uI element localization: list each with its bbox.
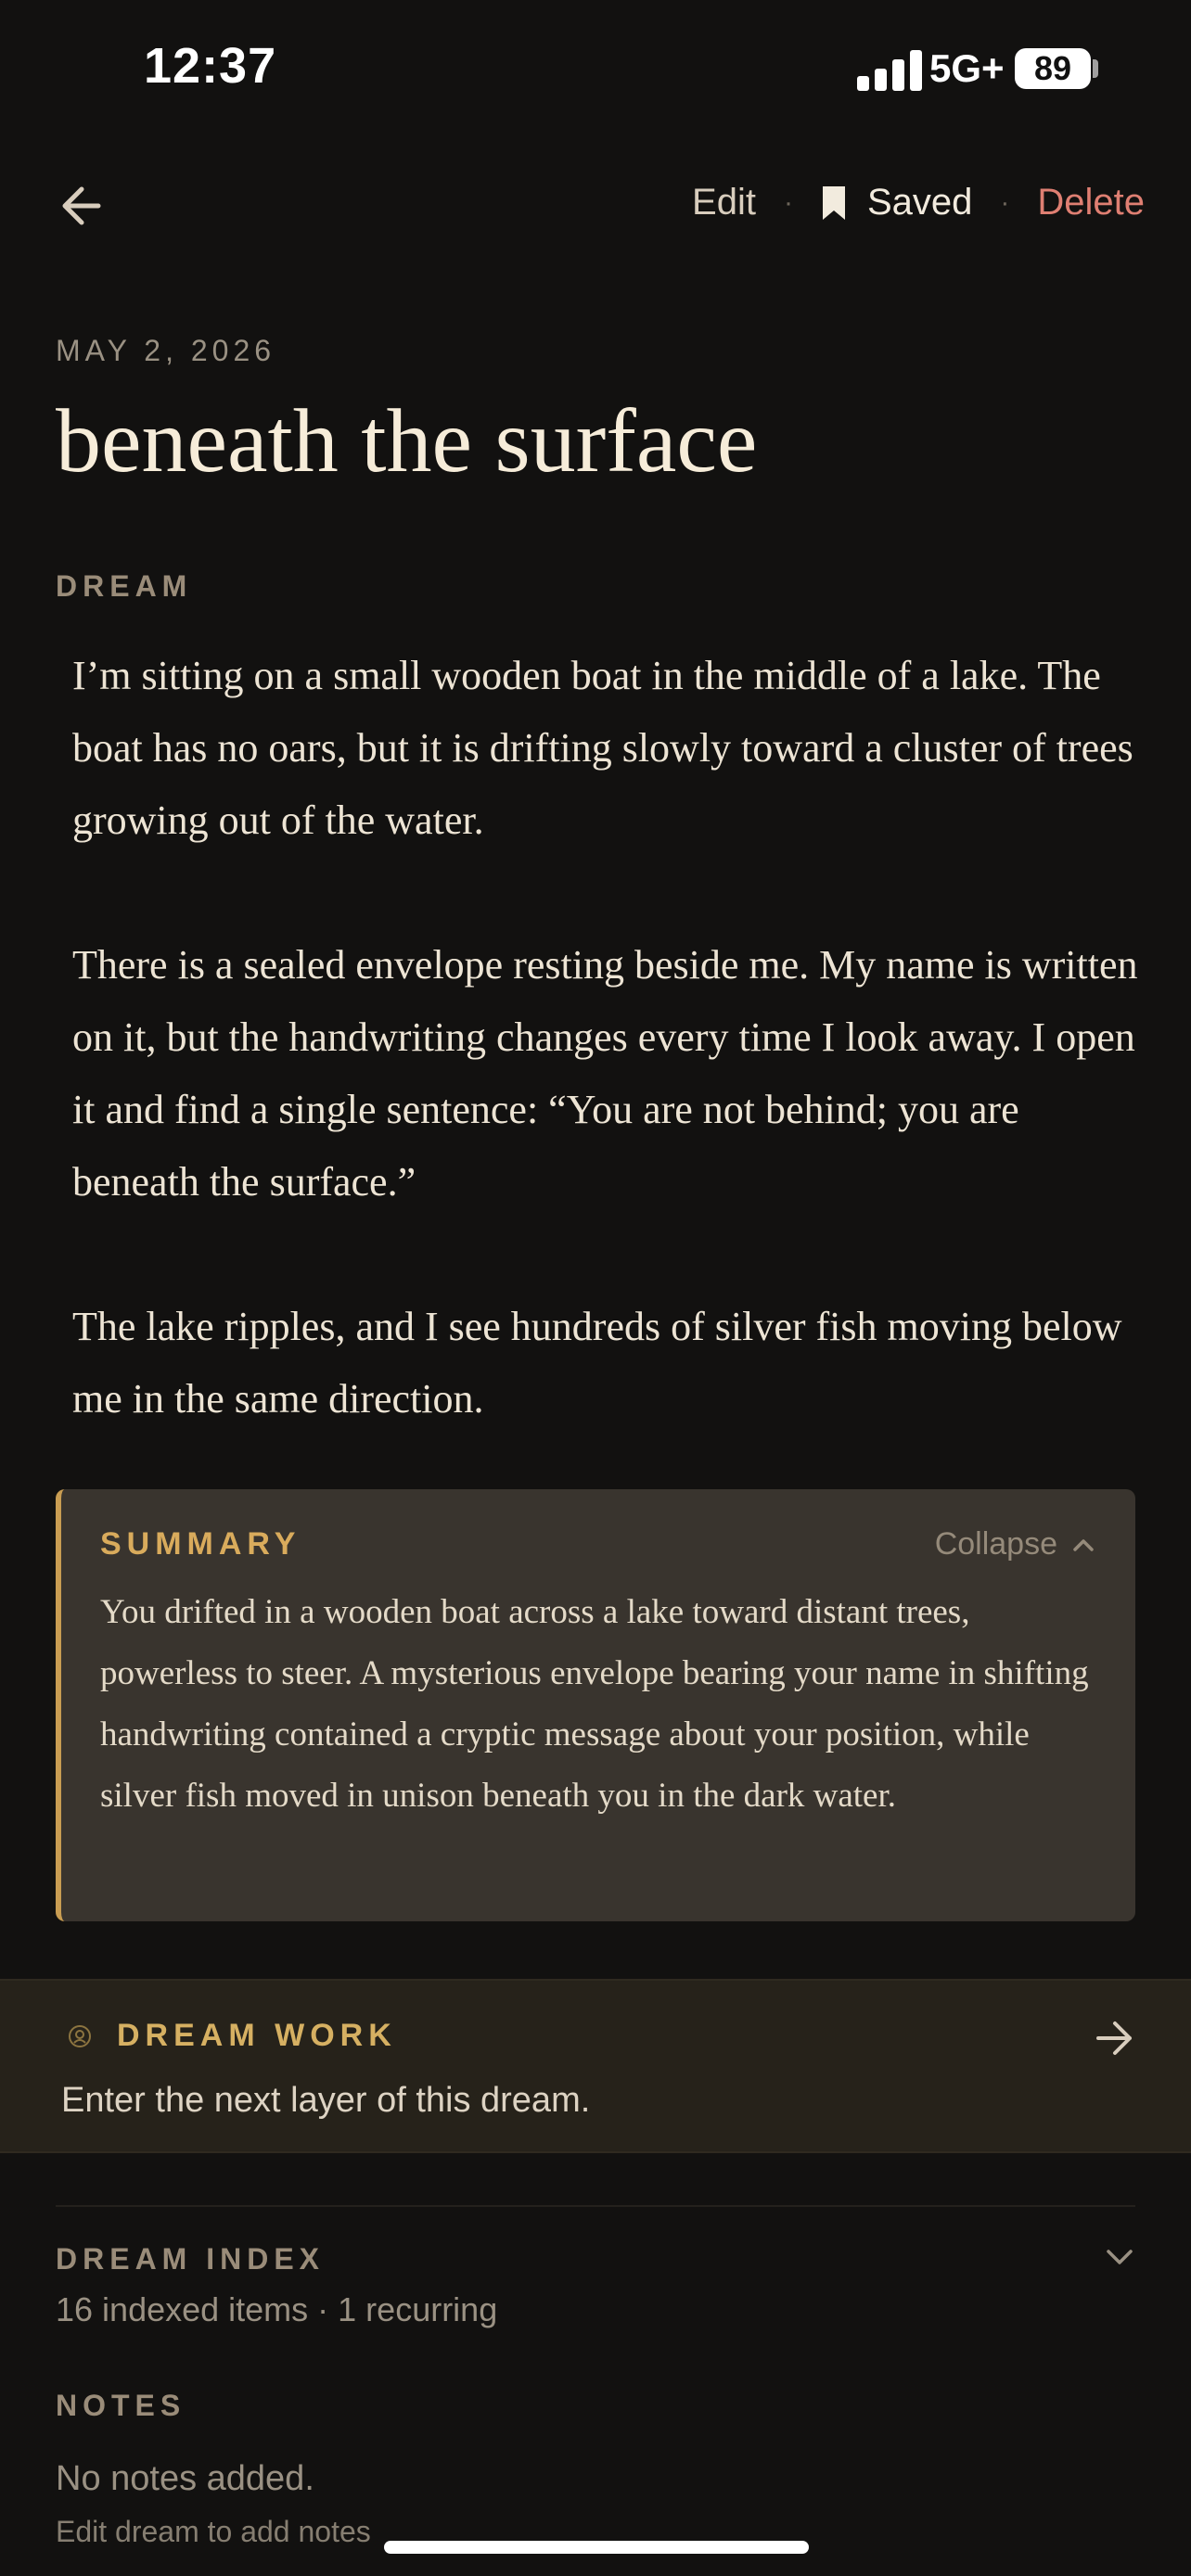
dream-paragraph: I’m sitting on a small wooden boat in the middle of a lake. The boat has no oars, but it is drifting slowly toward a cluster of trees growing out of the water. — [72, 653, 1133, 843]
battery-icon: 89 — [1015, 48, 1091, 89]
home-indicator[interactable] — [384, 2541, 809, 2554]
delete-button[interactable]: Delete — [1037, 182, 1145, 223]
dream-paragraph: The lake ripples, and I see hundreds of silver fish moving below me in the same direction. — [72, 1304, 1122, 1422]
bookmark-icon — [821, 185, 847, 222]
saved-button[interactable] — [821, 182, 972, 223]
notes-hint: Edit dream to add notes — [56, 2515, 371, 2548]
dream-index-subtitle: 16 indexed items · 1 recurring — [56, 2290, 498, 2328]
arrow-right-icon — [1095, 2020, 1135, 2057]
spiral-icon — [67, 2023, 93, 2049]
notes-empty-text: No notes added. — [56, 2459, 314, 2498]
status-bar — [0, 0, 1191, 139]
back-arrow-icon[interactable] — [58, 184, 109, 228]
separator: · — [1000, 186, 1010, 218]
saved-label: Saved — [866, 182, 973, 223]
dream-work-subtitle: Enter the next layer of this dream. — [61, 2081, 591, 2120]
collapse-label: Collapse — [934, 1526, 1057, 1562]
dream-index-label[interactable]: DREAM INDEX — [56, 2242, 326, 2276]
status-time: 12:37 — [144, 38, 277, 94]
summary-text: You drifted in a wooden boat across a lake toward distant trees, powerless to steer. A mysterious envelope bearing your name in shifting handwriting contained a cryptic message about your position, while silver fish moved in unison beneath you in the dark water. — [100, 1593, 1089, 1815]
network-type: 5G+ — [929, 46, 1005, 90]
dream-section-label: DREAM — [56, 569, 193, 603]
edit-button[interactable]: Edit — [692, 182, 756, 223]
notes-label: NOTES — [56, 2389, 186, 2422]
battery-tip — [1093, 59, 1098, 78]
entry-date: MAY 2, 2026 — [56, 334, 276, 367]
dream-work-card[interactable] — [0, 1979, 1191, 2153]
dream-body — [72, 640, 1139, 1508]
dream-work-label: DREAM WORK — [117, 2018, 397, 2053]
divider — [56, 2205, 1135, 2207]
separator: · — [783, 186, 793, 218]
dream-paragraph: There is a sealed envelope resting beside me. My name is written on it, but the handwriting changes every time I look away. I open it and find a single sentence: “You are not behind; you are beneath the surface.” — [72, 942, 1138, 1205]
chevron-up-icon — [1072, 1537, 1095, 1552]
page-title: beneath the surface — [56, 391, 758, 491]
signal-icon — [857, 48, 922, 91]
nav-actions — [692, 182, 1145, 223]
collapse-button[interactable] — [935, 1526, 1095, 1562]
chevron-down-icon[interactable] — [1106, 2248, 1133, 2266]
summary-card — [56, 1489, 1135, 1921]
summary-label: SUMMARY — [100, 1526, 301, 1562]
top-nav — [0, 167, 1191, 241]
